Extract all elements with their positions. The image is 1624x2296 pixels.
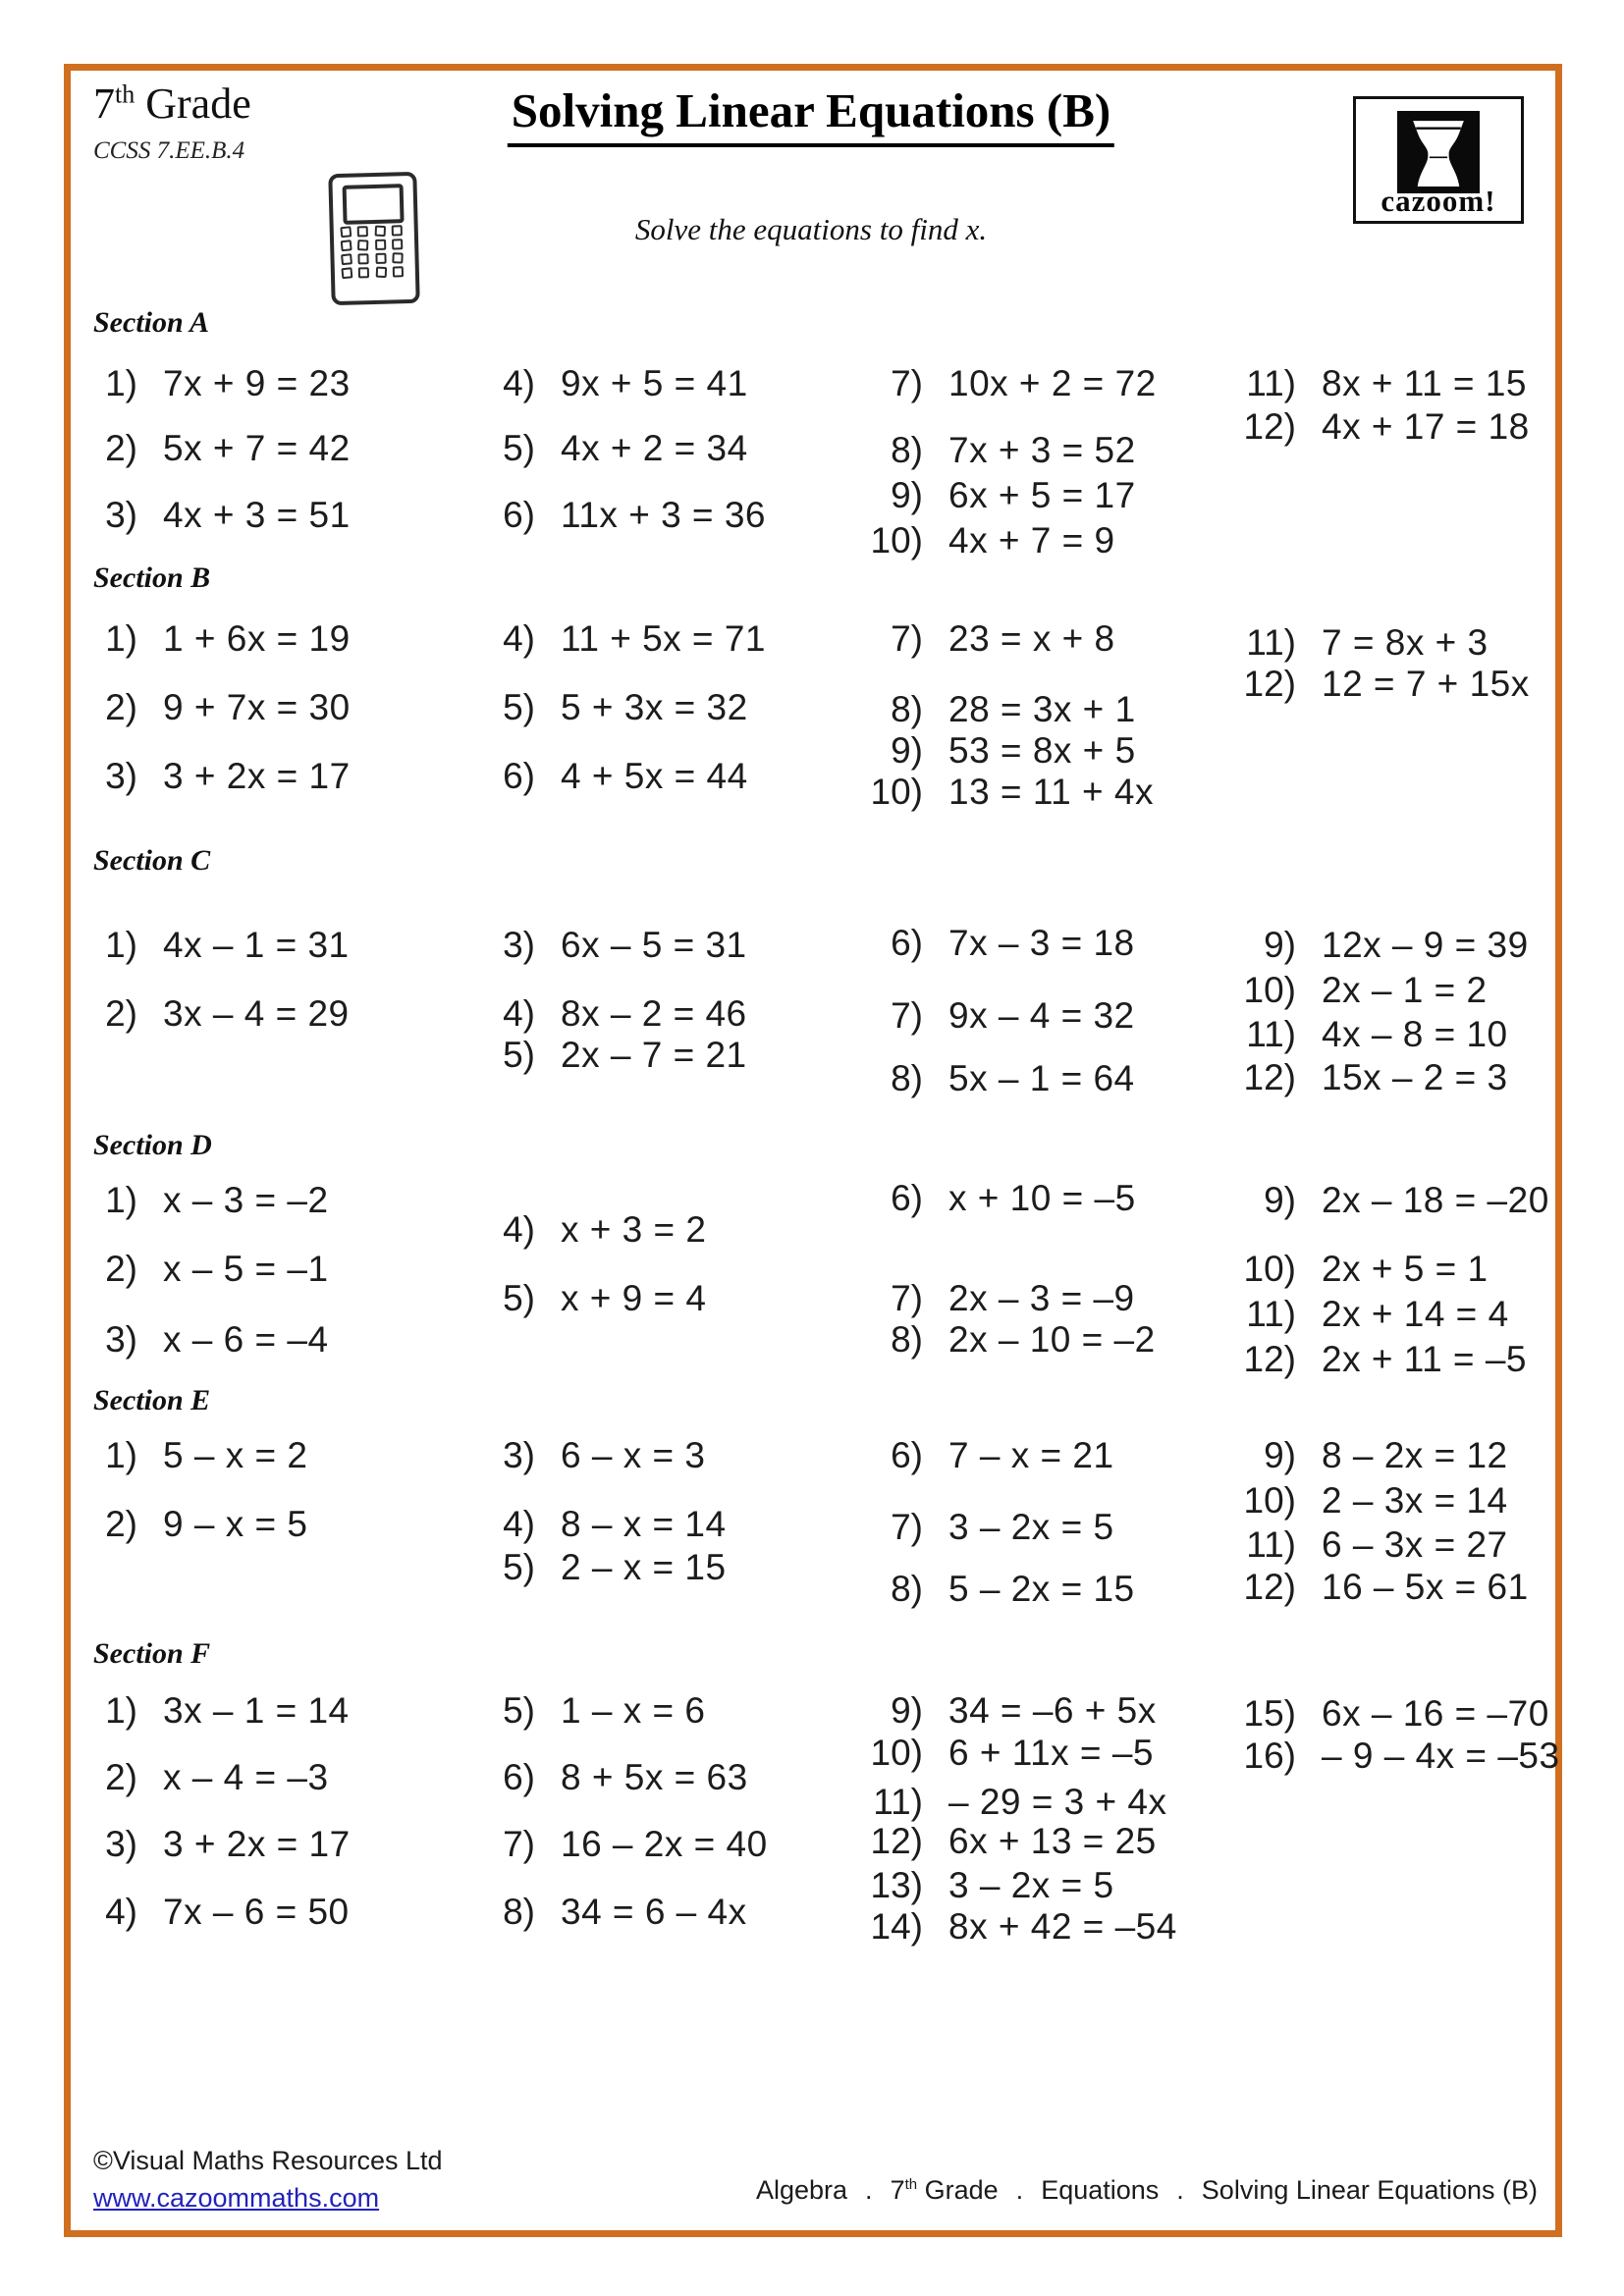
equation-text: 3x – 1 = 14 (163, 1690, 350, 1731)
page-title: Solving Linear Equations (B) (508, 82, 1114, 147)
equation-row (846, 1056, 1135, 1101)
equation-text: 23 = x + 8 (948, 618, 1115, 659)
equation-number: 5) (503, 1278, 535, 1318)
equation-text: – 29 = 3 + 4x (948, 1782, 1167, 1822)
calculator-key (375, 240, 386, 250)
instruction-text: Solve the equations to find x. (634, 212, 988, 246)
equation-row (846, 770, 1154, 815)
equation-number: 11) (1246, 363, 1296, 403)
equation-row (1219, 923, 1529, 968)
equation-row (459, 616, 766, 662)
equation-text: 6 – x = 3 (561, 1435, 706, 1475)
equation-row (61, 991, 350, 1037)
equation-column (459, 616, 766, 799)
equation-number: 16) (1243, 1735, 1296, 1776)
equation-row (61, 1822, 351, 1867)
equation-text: 3 + 2x = 17 (163, 756, 351, 796)
equation-column (846, 616, 1154, 815)
equation-number: 2) (105, 1757, 137, 1797)
equation-number: 10) (870, 1733, 923, 1773)
equation-row (846, 616, 1154, 662)
equation-row (459, 1276, 707, 1321)
equation-text: 6x – 5 = 31 (561, 925, 747, 965)
equation-number: 7) (891, 363, 923, 403)
calculator-keys (341, 225, 406, 279)
equation-number: 5) (503, 428, 535, 468)
equation-text: x – 5 = –1 (163, 1249, 329, 1289)
equation-column (459, 1688, 768, 1935)
equation-text: 4x + 2 = 34 (561, 428, 748, 468)
equation-column (61, 361, 351, 538)
equation-text: 4x – 1 = 31 (163, 925, 350, 965)
equation-text: 4x + 17 = 18 (1322, 406, 1530, 447)
equation-number: 3) (105, 1319, 137, 1360)
equation-text: x – 6 = –4 (163, 1319, 329, 1360)
equation-text: 53 = 8x + 5 (948, 730, 1136, 771)
equation-number: 12) (1243, 1567, 1296, 1607)
breadcrumb-topic: Algebra (755, 2175, 848, 2205)
ccss-code: CCSS 7.EE.B.4 (93, 137, 245, 164)
equation-text: 5 – x = 2 (163, 1435, 308, 1475)
equation-text: 2 – x = 15 (561, 1547, 727, 1587)
equation-number: 9) (1264, 1435, 1296, 1475)
section-label: Section C (93, 844, 211, 877)
equation-text: 2x – 7 = 21 (561, 1035, 747, 1075)
equation-number: 1) (105, 1180, 137, 1220)
section-label: Section F (93, 1637, 211, 1670)
equation-text: 5x + 7 = 42 (163, 428, 351, 468)
equation-column (61, 1433, 307, 1547)
equation-text: 9x + 5 = 41 (561, 363, 748, 403)
equation-row (459, 754, 766, 799)
equation-row (61, 923, 350, 968)
equation-row (1219, 1433, 1529, 1478)
equation-text: x + 3 = 2 (561, 1209, 707, 1250)
calculator-key (357, 240, 368, 250)
equation-column (846, 921, 1135, 1101)
equation-number: 11) (873, 1782, 923, 1822)
equation-text: 16 – 2x = 40 (561, 1824, 768, 1864)
equation-row (459, 991, 747, 1037)
equation-row (61, 685, 351, 730)
equation-row (1219, 361, 1530, 406)
breadcrumb-grade-suffix: th (904, 2176, 918, 2193)
calculator-key (341, 240, 352, 251)
equation-row (1219, 1522, 1529, 1568)
equation-row (459, 685, 766, 730)
equation-column (61, 616, 351, 799)
equation-column (61, 1178, 329, 1362)
equation-text: x – 3 = –2 (163, 1180, 329, 1220)
equation-number: 11) (1246, 1524, 1296, 1565)
equation-row (61, 616, 351, 662)
equation-text: 7x – 3 = 18 (948, 923, 1135, 963)
equation-row (459, 1433, 727, 1478)
logo-text: cazoom! (1380, 184, 1496, 218)
equation-number: 7) (503, 1824, 535, 1864)
equation-row (846, 921, 1135, 966)
equation-text: 2x – 1 = 2 (1322, 970, 1488, 1010)
equation-number: 3) (105, 495, 137, 535)
equation-row (846, 1688, 1177, 1734)
calculator-screen (343, 184, 405, 225)
equation-row (459, 1545, 727, 1590)
equation-number: 1) (105, 1690, 137, 1731)
copyright-text: ©Visual Maths Resources Ltd (93, 2146, 443, 2175)
equation-row (846, 1567, 1135, 1612)
equation-row (846, 1904, 1177, 1949)
equation-number: 6) (503, 1757, 535, 1797)
equation-column (1219, 361, 1530, 450)
equation-number: 8) (891, 1058, 923, 1098)
equation-row (846, 728, 1154, 774)
equation-row (846, 428, 1157, 473)
equation-text: 10x + 2 = 72 (948, 363, 1157, 403)
equation-number: 8) (503, 1892, 535, 1932)
equation-text: 6x + 13 = 25 (948, 1821, 1157, 1861)
calculator-key (375, 267, 386, 278)
equation-number: 7) (891, 1507, 923, 1547)
equation-row (846, 361, 1157, 406)
breadcrumb-category: Equations (1041, 2175, 1160, 2205)
equation-row (1219, 1055, 1529, 1100)
equation-number: 5) (503, 1035, 535, 1075)
equation-text: x + 10 = –5 (948, 1178, 1136, 1218)
equation-number: 3) (105, 1824, 137, 1864)
equation-row (459, 1890, 768, 1935)
calculator-key (391, 225, 402, 236)
equation-row (846, 1819, 1177, 1864)
equation-text: 8 – 2x = 12 (1322, 1435, 1508, 1475)
equation-row (846, 518, 1157, 563)
equation-number: 1) (105, 618, 137, 659)
equation-row (61, 754, 351, 799)
equation-number: 3) (105, 756, 137, 796)
equation-text: 7 – x = 21 (948, 1435, 1114, 1475)
equation-row (1219, 1292, 1549, 1337)
equation-text: 3x – 4 = 29 (163, 993, 350, 1034)
equation-text: 5 + 3x = 32 (561, 687, 748, 727)
equation-text: 34 = –6 + 5x (948, 1690, 1157, 1731)
equation-text: 16 – 5x = 61 (1322, 1567, 1529, 1607)
equation-number: 5) (503, 1547, 535, 1587)
equation-text: 1 + 6x = 19 (163, 618, 351, 659)
equation-text: x + 9 = 4 (561, 1278, 707, 1318)
equation-number: 11) (1246, 1014, 1296, 1054)
equation-number: 2) (105, 428, 137, 468)
equation-column (846, 1688, 1177, 1949)
equation-text: 2x + 11 = –5 (1322, 1339, 1527, 1379)
equation-number: 6) (891, 1178, 923, 1218)
equation-text: 2x – 3 = –9 (948, 1278, 1135, 1318)
equation-number: 10) (870, 772, 923, 812)
equation-row (61, 1178, 329, 1223)
equation-text: 3 – 2x = 5 (948, 1865, 1114, 1905)
equation-number: 9) (891, 1690, 923, 1731)
equation-text: 12x – 9 = 39 (1322, 925, 1529, 965)
calculator-key (358, 267, 369, 278)
equation-row (1219, 1337, 1549, 1382)
equation-row (61, 1890, 351, 1935)
section-label: Section E (93, 1384, 211, 1416)
equation-text: 9x – 4 = 32 (948, 995, 1135, 1036)
equation-column (1219, 620, 1530, 707)
equation-row (846, 687, 1154, 732)
equation-text: 15x – 2 = 3 (1322, 1057, 1508, 1097)
equation-text: 5 – 2x = 15 (948, 1569, 1135, 1609)
equation-row (61, 1502, 307, 1547)
equation-number: 6) (503, 495, 535, 535)
equation-row (1219, 662, 1530, 707)
equation-number: 4) (503, 618, 535, 659)
equation-row (61, 1247, 329, 1292)
calculator-key (392, 239, 403, 249)
equation-number: 2) (105, 1504, 137, 1544)
equation-text: 8x + 42 = –54 (948, 1906, 1177, 1947)
equation-number: 6) (891, 1435, 923, 1475)
equation-column (1219, 1178, 1549, 1382)
cazoom-logo (1353, 96, 1524, 224)
equation-number: 6) (891, 923, 923, 963)
equation-column (459, 361, 766, 538)
equation-row (459, 1688, 768, 1734)
equation-column (1219, 923, 1529, 1100)
equation-row (846, 993, 1135, 1039)
equation-number: 15) (1243, 1693, 1296, 1734)
drum-icon (1397, 111, 1480, 193)
calculator-key (340, 226, 352, 238)
equation-number: 5) (503, 687, 535, 727)
equation-text: 2x – 10 = –2 (948, 1319, 1156, 1360)
equation-text: 6 – 3x = 27 (1322, 1524, 1508, 1565)
equation-text: 28 = 3x + 1 (948, 689, 1136, 729)
equation-column (1219, 1691, 1560, 1779)
equation-number: 12) (870, 1821, 923, 1861)
equation-row (1219, 1012, 1529, 1057)
equation-number: 8) (891, 689, 923, 729)
equation-number: 4) (105, 1892, 137, 1932)
equation-column (61, 1688, 351, 1935)
equation-column (846, 1176, 1156, 1362)
equation-row (61, 1317, 329, 1362)
calculator-key (357, 226, 368, 237)
equation-number: 10) (1243, 1249, 1296, 1289)
equation-number: 8) (891, 1569, 923, 1609)
equation-row (459, 493, 766, 538)
equation-row (459, 1033, 747, 1078)
equation-text: 8 – x = 14 (561, 1504, 727, 1544)
calculator-key (393, 266, 404, 277)
equation-number: 10) (870, 520, 923, 561)
equation-row (459, 1502, 727, 1547)
equation-text: 5x – 1 = 64 (948, 1058, 1135, 1098)
equation-number: 3) (503, 1435, 535, 1475)
breadcrumb-separator: . (865, 2175, 873, 2205)
equation-row (459, 426, 766, 471)
equation-text: 11x + 3 = 36 (561, 495, 766, 535)
equation-row (61, 1755, 351, 1800)
breadcrumb-separator: . (1176, 2175, 1184, 2205)
calculator-key (392, 252, 403, 263)
equation-row (1219, 1565, 1529, 1610)
equation-number: 11) (1246, 1294, 1296, 1334)
equation-text: 3 – 2x = 5 (948, 1507, 1114, 1547)
equation-row (1219, 1478, 1529, 1523)
equation-column (459, 1433, 727, 1590)
equation-number: 7) (891, 995, 923, 1036)
equation-text: 8x – 2 = 46 (561, 993, 747, 1034)
equation-text: 8x + 11 = 15 (1322, 363, 1527, 403)
equation-number: 2) (105, 1249, 137, 1289)
equation-column (846, 1433, 1135, 1612)
section-label: Section D (93, 1129, 212, 1161)
equation-text: 9 – x = 5 (163, 1504, 308, 1544)
equation-row (1219, 1691, 1560, 1736)
equation-number: 9) (891, 475, 923, 515)
equation-row (61, 426, 351, 471)
equation-text: 4x + 7 = 9 (948, 520, 1115, 561)
equation-row (846, 1317, 1156, 1362)
equation-number: 12) (1243, 664, 1296, 704)
equation-row (846, 473, 1157, 518)
equation-number: 10) (1243, 1480, 1296, 1521)
equation-row (846, 1176, 1156, 1221)
equation-number: 4) (503, 1504, 535, 1544)
equation-row (846, 1276, 1156, 1321)
breadcrumb-separator: . (1015, 2175, 1024, 2205)
breadcrumb-page: Solving Linear Equations (B) (1201, 2175, 1538, 2205)
equation-row (846, 1433, 1135, 1478)
equation-number: 12) (1243, 406, 1296, 447)
equation-number: 8) (891, 430, 923, 470)
equation-text: 4 + 5x = 44 (561, 756, 748, 796)
equation-text: 6x + 5 = 17 (948, 475, 1136, 515)
equation-number: 12) (1243, 1057, 1296, 1097)
equation-number: 12) (1243, 1339, 1296, 1379)
equation-number: 13) (870, 1865, 923, 1905)
website-link[interactable]: www.cazoommaths.com (93, 2183, 380, 2213)
equation-number: 7) (891, 618, 923, 659)
equation-text: 9 + 7x = 30 (163, 687, 351, 727)
equation-row (1219, 968, 1529, 1013)
equation-number: 4) (503, 1209, 535, 1250)
breadcrumb-grade-number: 7 (890, 2175, 905, 2205)
grade-suffix: th (115, 80, 135, 109)
equation-text: 7x + 9 = 23 (163, 363, 351, 403)
equation-row (61, 361, 351, 406)
section-label: Section A (93, 306, 210, 339)
equation-number: 6) (503, 756, 535, 796)
equation-text: 2 – 3x = 14 (1322, 1480, 1508, 1521)
equation-row (1219, 1247, 1549, 1292)
equation-text: 8 + 5x = 63 (561, 1757, 748, 1797)
equation-text: – 9 – 4x = –53 (1322, 1735, 1560, 1776)
equation-number: 3) (503, 925, 535, 965)
equation-text: x – 4 = –3 (163, 1757, 329, 1797)
equation-number: 5) (503, 1690, 535, 1731)
equation-row (459, 923, 747, 968)
equation-text: 1 – x = 6 (561, 1690, 706, 1731)
equation-row (1219, 620, 1530, 666)
equation-number: 1) (105, 925, 137, 965)
equation-text: 7 = 8x + 3 (1322, 622, 1489, 663)
equation-row (1219, 404, 1530, 450)
grade-word: Grade (145, 80, 251, 128)
equation-number: 1) (105, 363, 137, 403)
breadcrumb-grade-word: Grade (924, 2175, 999, 2205)
equation-number: 1) (105, 1435, 137, 1475)
equation-text: 34 = 6 – 4x (561, 1892, 747, 1932)
equation-text: 7x + 3 = 52 (948, 430, 1136, 470)
equation-text: 6x – 16 = –70 (1322, 1693, 1549, 1734)
equation-number: 2) (105, 993, 137, 1034)
equation-column (459, 923, 747, 1078)
equation-number: 8) (891, 1319, 923, 1360)
section-label: Section B (93, 561, 211, 594)
breadcrumb (756, 2175, 1538, 2206)
equation-row (459, 361, 766, 406)
calculator-key (375, 253, 386, 264)
calculator-key (341, 253, 352, 265)
equation-row (459, 1822, 768, 1867)
equation-row (459, 1207, 707, 1253)
calculator-key (358, 253, 369, 264)
equation-text: 4x + 3 = 51 (163, 495, 351, 535)
equation-number: 14) (870, 1906, 923, 1947)
equation-column (1219, 1433, 1529, 1610)
equation-number: 2) (105, 687, 137, 727)
equation-text: 12 = 7 + 15x (1322, 664, 1530, 704)
equation-number: 10) (1243, 970, 1296, 1010)
equation-column (846, 361, 1157, 563)
equation-column (459, 1207, 707, 1321)
equation-text: 2x – 18 = –20 (1322, 1180, 1549, 1220)
equation-row (61, 493, 351, 538)
grade-number: 7 (93, 80, 115, 128)
calculator-icon (328, 172, 419, 305)
equation-text: 2x + 14 = 4 (1322, 1294, 1509, 1334)
equation-text: 2x + 5 = 1 (1322, 1249, 1489, 1289)
equation-row (459, 1755, 768, 1800)
equation-number: 4) (503, 993, 535, 1034)
equation-row (61, 1688, 351, 1734)
equation-row (1219, 1734, 1560, 1779)
calculator-key (341, 267, 352, 279)
equation-text: 13 = 11 + 4x (948, 772, 1154, 812)
equation-number: 9) (1264, 925, 1296, 965)
equation-column (61, 923, 350, 1037)
equation-row (846, 1863, 1177, 1908)
equation-text: 11 + 5x = 71 (561, 618, 766, 659)
equation-number: 4) (503, 363, 535, 403)
equation-row (1219, 1178, 1549, 1223)
equation-text: 4x – 8 = 10 (1322, 1014, 1508, 1054)
equation-row (61, 1433, 307, 1478)
equation-row (846, 1505, 1135, 1550)
equation-number: 9) (1264, 1180, 1296, 1220)
equation-text: 3 + 2x = 17 (163, 1824, 351, 1864)
equation-text: 7x – 6 = 50 (163, 1892, 350, 1932)
equation-number: 11) (1246, 622, 1296, 663)
equation-number: 9) (891, 730, 923, 771)
calculator-key (374, 226, 385, 237)
equation-number: 7) (891, 1278, 923, 1318)
equation-text: 6 + 11x = –5 (948, 1733, 1154, 1773)
equation-row (846, 1731, 1177, 1776)
grade-heading (93, 79, 251, 129)
